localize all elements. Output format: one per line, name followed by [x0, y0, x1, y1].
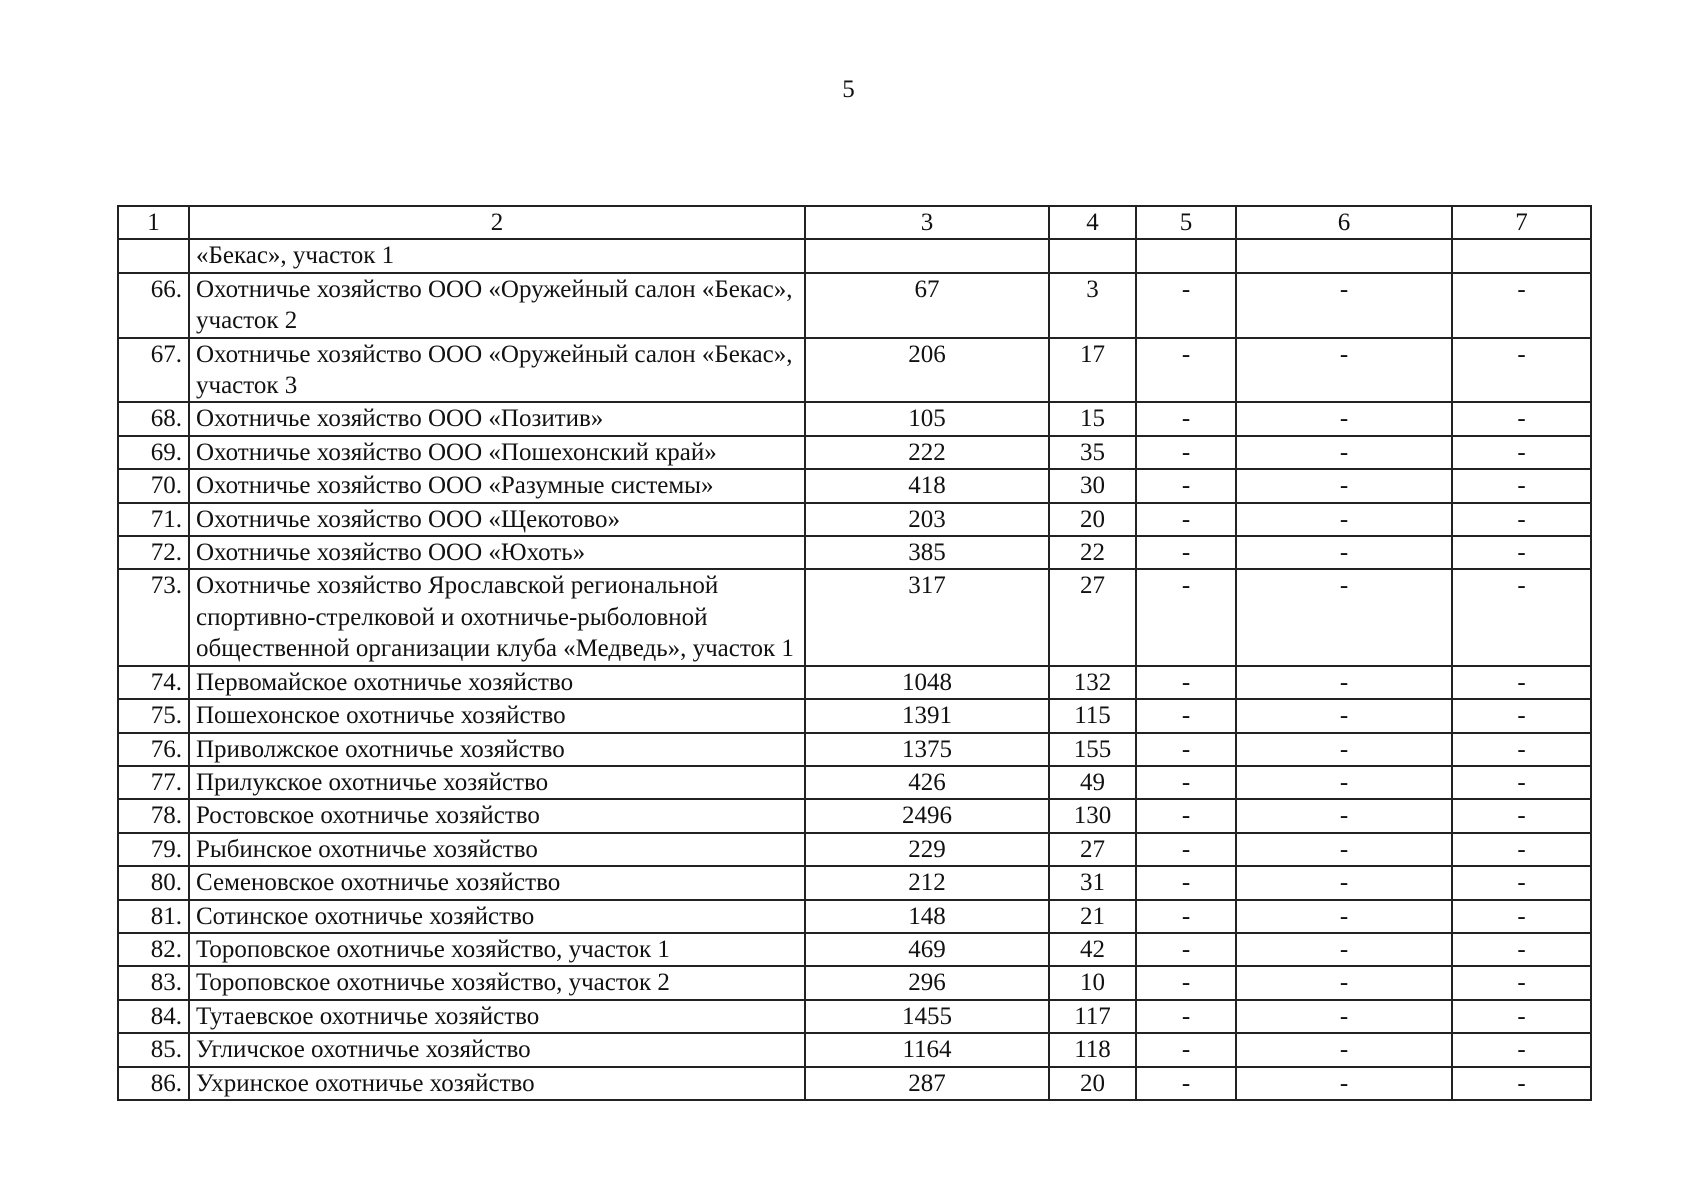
column-4-cell: 117 — [1049, 1000, 1136, 1033]
column-3-cell: 317 — [805, 569, 1049, 665]
column-5-cell: - — [1136, 1000, 1236, 1033]
row-number-cell: 83. — [118, 966, 189, 999]
row-number-cell: 80. — [118, 866, 189, 899]
column-6-cell: - — [1236, 1067, 1452, 1100]
column-5-cell: - — [1136, 833, 1236, 866]
column-6-cell: - — [1236, 1033, 1452, 1066]
row-number-cell: 68. — [118, 402, 189, 435]
row-number-cell: 69. — [118, 436, 189, 469]
row-number-cell: 71. — [118, 503, 189, 536]
column-3-cell: 296 — [805, 966, 1049, 999]
column-5-cell: - — [1136, 866, 1236, 899]
column-5-cell: - — [1136, 338, 1236, 403]
column-7-cell: - — [1452, 766, 1591, 799]
row-number-cell: 85. — [118, 1033, 189, 1066]
column-3-cell: 469 — [805, 933, 1049, 966]
column-4-cell: 27 — [1049, 569, 1136, 665]
column-6-cell: - — [1236, 503, 1452, 536]
table-body — [118, 206, 1591, 1100]
column-5-cell: - — [1136, 402, 1236, 435]
column-3-cell: 1164 — [805, 1033, 1049, 1066]
column-5-cell: - — [1136, 569, 1236, 665]
hunting-ground-name-cell: Рыбинское охотничье хозяйство — [189, 833, 805, 866]
table-row — [118, 436, 1591, 469]
table-row — [118, 1067, 1591, 1100]
hunting-ground-name-cell: Тутаевское охотничье хозяйство — [189, 1000, 805, 1033]
column-6-cell: - — [1236, 766, 1452, 799]
hunting-ground-name-cell: Прилукское охотничье хозяйство — [189, 766, 805, 799]
column-6-cell: - — [1236, 273, 1452, 338]
column-7-cell: - — [1452, 900, 1591, 933]
hunting-ground-name-cell: Угличское охотничье хозяйство — [189, 1033, 805, 1066]
column-3-cell: 148 — [805, 900, 1049, 933]
column-4-cell: 21 — [1049, 900, 1136, 933]
column-3-cell: 2496 — [805, 799, 1049, 832]
column-5-cell: - — [1136, 469, 1236, 502]
hunting-ground-name-cell: Первомайское охотничье хозяйство — [189, 666, 805, 699]
row-number-cell: 84. — [118, 1000, 189, 1033]
column-6-cell: - — [1236, 900, 1452, 933]
column-4-cell: 17 — [1049, 338, 1136, 403]
table-row — [118, 866, 1591, 899]
column-7-cell: - — [1452, 503, 1591, 536]
column-3-cell: 1455 — [805, 1000, 1049, 1033]
hunting-ground-name-cell: «Бекас», участок 1 — [189, 239, 805, 272]
column-4-cell: 49 — [1049, 766, 1136, 799]
column-7-cell: - — [1452, 469, 1591, 502]
hunting-grounds-table — [117, 205, 1592, 1101]
column-3-cell — [805, 239, 1049, 272]
column-7-cell: - — [1452, 536, 1591, 569]
header-cell: 1 — [118, 206, 189, 239]
hunting-ground-name-cell: Ростовское охотничье хозяйство — [189, 799, 805, 832]
header-cell: 7 — [1452, 206, 1591, 239]
column-7-cell: - — [1452, 933, 1591, 966]
row-number-cell: 74. — [118, 666, 189, 699]
column-4-cell: 130 — [1049, 799, 1136, 832]
hunting-ground-name-cell: Тороповское охотничье хозяйство, участок 2 — [189, 966, 805, 999]
column-4-cell: 20 — [1049, 1067, 1136, 1100]
hunting-ground-name-cell: Охотничье хозяйство ООО «Юхоть» — [189, 536, 805, 569]
row-number-cell: 70. — [118, 469, 189, 502]
row-number-cell: 75. — [118, 699, 189, 732]
column-4-cell: 42 — [1049, 933, 1136, 966]
column-4-cell: 22 — [1049, 536, 1136, 569]
column-7-cell — [1452, 239, 1591, 272]
hunting-ground-name-cell: Приволжское охотничье хозяйство — [189, 733, 805, 766]
table-row — [118, 338, 1591, 403]
column-4-cell: 115 — [1049, 699, 1136, 732]
column-6-cell: - — [1236, 338, 1452, 403]
table-row — [118, 1033, 1591, 1066]
row-number-cell: 82. — [118, 933, 189, 966]
column-6-cell: - — [1236, 733, 1452, 766]
row-number-cell: 76. — [118, 733, 189, 766]
column-6-cell: - — [1236, 833, 1452, 866]
column-7-cell: - — [1452, 1000, 1591, 1033]
hunting-ground-name-cell: Охотничье хозяйство ООО «Оружейный салон «Бекас», участок 3 — [189, 338, 805, 403]
column-3-cell: 105 — [805, 402, 1049, 435]
column-5-cell: - — [1136, 1033, 1236, 1066]
header-cell: 2 — [189, 206, 805, 239]
hunting-ground-name-cell: Охотничье хозяйство ООО «Позитив» — [189, 402, 805, 435]
column-6-cell: - — [1236, 402, 1452, 435]
column-3-cell: 287 — [805, 1067, 1049, 1100]
column-3-cell: 418 — [805, 469, 1049, 502]
column-7-cell: - — [1452, 866, 1591, 899]
table-row — [118, 799, 1591, 832]
column-4-cell: 132 — [1049, 666, 1136, 699]
column-5-cell: - — [1136, 699, 1236, 732]
column-3-cell: 1375 — [805, 733, 1049, 766]
table-row — [118, 933, 1591, 966]
column-6-cell: - — [1236, 699, 1452, 732]
column-5-cell: - — [1136, 666, 1236, 699]
hunting-ground-name-cell: Охотничье хозяйство ООО «Щекотово» — [189, 503, 805, 536]
column-7-cell: - — [1452, 1033, 1591, 1066]
column-7-cell: - — [1452, 699, 1591, 732]
column-6-cell: - — [1236, 966, 1452, 999]
column-5-cell: - — [1136, 966, 1236, 999]
row-number-cell: 86. — [118, 1067, 189, 1100]
column-4-cell: 118 — [1049, 1033, 1136, 1066]
hunting-ground-name-cell: Семеновское охотничье хозяйство — [189, 866, 805, 899]
column-6-cell: - — [1236, 799, 1452, 832]
column-3-cell: 385 — [805, 536, 1049, 569]
column-7-cell: - — [1452, 1067, 1591, 1100]
column-6-cell: - — [1236, 933, 1452, 966]
table-row — [118, 1000, 1591, 1033]
row-number-cell: 77. — [118, 766, 189, 799]
table-row — [118, 402, 1591, 435]
hunting-ground-name-cell: Охотничье хозяйство ООО «Пошехонский край» — [189, 436, 805, 469]
column-7-cell: - — [1452, 733, 1591, 766]
column-5-cell: - — [1136, 733, 1236, 766]
table-row — [118, 666, 1591, 699]
column-5-cell — [1136, 239, 1236, 272]
column-4-cell: 30 — [1049, 469, 1136, 502]
column-5-cell: - — [1136, 436, 1236, 469]
column-6-cell — [1236, 239, 1452, 272]
hunting-ground-name-cell: Сотинское охотничье хозяйство — [189, 900, 805, 933]
column-4-cell: 15 — [1049, 402, 1136, 435]
column-6-cell: - — [1236, 536, 1452, 569]
table-row — [118, 503, 1591, 536]
row-number-cell: 79. — [118, 833, 189, 866]
header-cell: 4 — [1049, 206, 1136, 239]
column-5-cell: - — [1136, 799, 1236, 832]
hunting-ground-name-cell: Охотничье хозяйство Ярославской региональной спортивно-стрелковой и охотничье-рыболовной общественной организации клуба «Медведь», участок 1 — [189, 569, 805, 665]
column-4-cell: 35 — [1049, 436, 1136, 469]
column-5-cell: - — [1136, 273, 1236, 338]
column-3-cell: 203 — [805, 503, 1049, 536]
column-5-cell: - — [1136, 536, 1236, 569]
column-5-cell: - — [1136, 766, 1236, 799]
header-cell: 5 — [1136, 206, 1236, 239]
column-6-cell: - — [1236, 469, 1452, 502]
column-7-cell: - — [1452, 338, 1591, 403]
column-3-cell: 229 — [805, 833, 1049, 866]
column-6-cell: - — [1236, 569, 1452, 665]
table-row — [118, 239, 1591, 272]
column-4-cell: 3 — [1049, 273, 1136, 338]
table-row — [118, 469, 1591, 502]
table-row — [118, 900, 1591, 933]
column-7-cell: - — [1452, 833, 1591, 866]
column-6-cell: - — [1236, 666, 1452, 699]
table-row — [118, 733, 1591, 766]
row-number-cell: 67. — [118, 338, 189, 403]
column-7-cell: - — [1452, 569, 1591, 665]
column-7-cell: - — [1452, 966, 1591, 999]
hunting-ground-name-cell: Пошехонское охотничье хозяйство — [189, 699, 805, 732]
column-6-cell: - — [1236, 436, 1452, 469]
column-3-cell: 212 — [805, 866, 1049, 899]
hunting-ground-name-cell: Ухринское охотничье хозяйство — [189, 1067, 805, 1100]
column-7-cell: - — [1452, 436, 1591, 469]
column-5-cell: - — [1136, 933, 1236, 966]
column-4-cell: 10 — [1049, 966, 1136, 999]
column-3-cell: 67 — [805, 273, 1049, 338]
column-3-cell: 426 — [805, 766, 1049, 799]
column-7-cell: - — [1452, 402, 1591, 435]
row-number-cell: 66. — [118, 273, 189, 338]
row-number-cell: 73. — [118, 569, 189, 665]
column-6-cell: - — [1236, 866, 1452, 899]
column-4-cell — [1049, 239, 1136, 272]
column-7-cell: - — [1452, 799, 1591, 832]
column-4-cell: 20 — [1049, 503, 1136, 536]
row-number-cell — [118, 239, 189, 272]
column-4-cell: 27 — [1049, 833, 1136, 866]
table-row — [118, 569, 1591, 665]
header-cell: 6 — [1236, 206, 1452, 239]
column-3-cell: 222 — [805, 436, 1049, 469]
column-5-cell: - — [1136, 900, 1236, 933]
table-row — [118, 273, 1591, 338]
column-5-cell: - — [1136, 503, 1236, 536]
column-4-cell: 155 — [1049, 733, 1136, 766]
column-3-cell: 206 — [805, 338, 1049, 403]
column-4-cell: 31 — [1049, 866, 1136, 899]
table-row — [118, 536, 1591, 569]
column-5-cell: - — [1136, 1067, 1236, 1100]
table-row — [118, 966, 1591, 999]
hunting-ground-name-cell: Охотничье хозяйство ООО «Разумные системы» — [189, 469, 805, 502]
hunting-ground-name-cell: Тороповское охотничье хозяйство, участок 1 — [189, 933, 805, 966]
table-header-row — [118, 206, 1591, 239]
hunting-ground-name-cell: Охотничье хозяйство ООО «Оружейный салон «Бекас», участок 2 — [189, 273, 805, 338]
page-number: 5 — [842, 76, 855, 103]
header-cell: 3 — [805, 206, 1049, 239]
row-number-cell: 78. — [118, 799, 189, 832]
table-row — [118, 699, 1591, 732]
column-6-cell: - — [1236, 1000, 1452, 1033]
column-7-cell: - — [1452, 666, 1591, 699]
table-row — [118, 833, 1591, 866]
table-row — [118, 766, 1591, 799]
column-7-cell: - — [1452, 273, 1591, 338]
row-number-cell: 72. — [118, 536, 189, 569]
row-number-cell: 81. — [118, 900, 189, 933]
column-3-cell: 1391 — [805, 699, 1049, 732]
column-3-cell: 1048 — [805, 666, 1049, 699]
